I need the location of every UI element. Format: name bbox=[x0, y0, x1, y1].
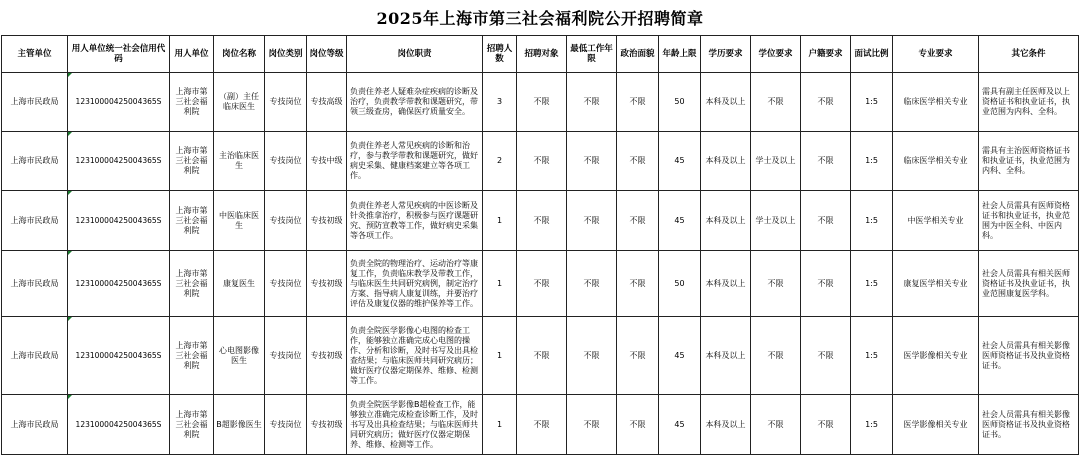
table-row bbox=[2, 251, 1079, 317]
degree-cell: 不限 bbox=[751, 73, 801, 132]
count-cell: 3 bbox=[483, 73, 517, 132]
cell-marker-icon bbox=[68, 317, 72, 321]
age-cell: 50 bbox=[659, 73, 701, 132]
post-cell: B超影像医生 bbox=[214, 395, 265, 455]
credit-code: 12310000425004365S bbox=[75, 350, 162, 360]
years-cell: 不限 bbox=[567, 132, 617, 191]
unit-cell: 上海市第三社会福利院 bbox=[170, 132, 214, 191]
ratio-cell: 1:5 bbox=[851, 132, 893, 191]
level-cell: 专技初级 bbox=[307, 395, 347, 455]
post-cell: 中医临床医生 bbox=[214, 191, 265, 251]
years-cell: 不限 bbox=[567, 395, 617, 455]
unit-cell: 上海市第三社会福利院 bbox=[170, 73, 214, 132]
political-cell: 不限 bbox=[617, 317, 659, 395]
other-cell: 社会人员需具有相关影像医师资格证书及执业资格证书。 bbox=[979, 395, 1079, 455]
table-row bbox=[2, 191, 1079, 251]
degree-cell: 不限 bbox=[751, 317, 801, 395]
ratio-cell: 1:5 bbox=[851, 73, 893, 132]
header-cell: 专业要求 bbox=[893, 36, 979, 73]
other-cell: 社会人员需具有相关医师资格证书及执业证书，执业范围康复医学科。 bbox=[979, 251, 1079, 317]
education-cell: 本科及以上 bbox=[701, 132, 751, 191]
header-cell: 面试比例 bbox=[851, 36, 893, 73]
years-cell: 不限 bbox=[567, 251, 617, 317]
hukou-cell: 不限 bbox=[801, 395, 851, 455]
education-cell: 本科及以上 bbox=[701, 73, 751, 132]
post-cell: 主治临床医生 bbox=[214, 132, 265, 191]
ratio-cell: 1:5 bbox=[851, 317, 893, 395]
dept-cell: 上海市民政局 bbox=[2, 191, 68, 251]
header-cell: 岗位类别 bbox=[265, 36, 307, 73]
header-cell: 户籍要求 bbox=[801, 36, 851, 73]
count-cell: 1 bbox=[483, 317, 517, 395]
years-cell: 不限 bbox=[567, 73, 617, 132]
header-cell: 用人单位统一社会信用代码 bbox=[68, 36, 170, 73]
target-cell: 不限 bbox=[517, 395, 567, 455]
header-cell: 用人单位 bbox=[170, 36, 214, 73]
hukou-cell: 不限 bbox=[801, 132, 851, 191]
degree-cell: 学士及以上 bbox=[751, 132, 801, 191]
level-cell: 专技初级 bbox=[307, 251, 347, 317]
cell-marker-icon bbox=[68, 73, 72, 77]
degree-cell: 不限 bbox=[751, 251, 801, 317]
political-cell: 不限 bbox=[617, 251, 659, 317]
credit-code-cell bbox=[68, 73, 170, 132]
count-cell: 1 bbox=[483, 191, 517, 251]
header-cell: 岗位职责 bbox=[347, 36, 483, 73]
ratio-cell: 1:5 bbox=[851, 191, 893, 251]
category-cell: 专技岗位 bbox=[265, 73, 307, 132]
recruitment-table bbox=[1, 35, 1079, 455]
dept-cell: 上海市民政局 bbox=[2, 395, 68, 455]
header-cell: 政治面貌 bbox=[617, 36, 659, 73]
credit-code: 12310000425004365S bbox=[75, 215, 162, 225]
credit-code-cell bbox=[68, 317, 170, 395]
table-row bbox=[2, 395, 1079, 455]
hukou-cell: 不限 bbox=[801, 191, 851, 251]
table-row bbox=[2, 73, 1079, 132]
dept-cell: 上海市民政局 bbox=[2, 317, 68, 395]
unit-cell: 上海市第三社会福利院 bbox=[170, 191, 214, 251]
header-cell: 岗位名称 bbox=[214, 36, 265, 73]
hukou-cell: 不限 bbox=[801, 251, 851, 317]
cell-marker-icon bbox=[68, 191, 72, 195]
duty-cell: 负责全院医学影像B超检查工作，能够独立准确完成检查诊断工作，及时书写及出具检查结果；与临床医师共同研究病历；做好医疗仪器定期保养、维修、检测等工作。 bbox=[347, 395, 483, 455]
credit-code: 12310000425004365S bbox=[75, 156, 162, 165]
page-title: 2025年上海市第三社会福利院公开招聘简章 bbox=[376, 9, 704, 28]
major-cell: 临床医学相关专业 bbox=[893, 132, 979, 191]
years-cell: 不限 bbox=[567, 191, 617, 251]
other-cell: 社会人员需具有相关影像医师资格证书及执业资格证书。 bbox=[979, 317, 1079, 395]
category-cell: 专技岗位 bbox=[265, 191, 307, 251]
level-cell: 专技高级 bbox=[307, 73, 347, 132]
cell-marker-icon bbox=[68, 251, 72, 255]
degree-cell: 学士及以上 bbox=[751, 191, 801, 251]
major-cell: 医学影像相关专业 bbox=[893, 317, 979, 395]
age-cell: 45 bbox=[659, 132, 701, 191]
duty-cell: 负责住养老人常见疾病的中医诊断及针灸推拿治疗，积极参与医疗课题研究、预防宣教等工作，做好病史采集等各项工作。 bbox=[347, 191, 483, 251]
target-cell: 不限 bbox=[517, 251, 567, 317]
target-cell: 不限 bbox=[517, 132, 567, 191]
dept-cell: 上海市民政局 bbox=[2, 132, 68, 191]
hukou-cell: 不限 bbox=[801, 73, 851, 132]
target-cell: 不限 bbox=[517, 73, 567, 132]
dept-cell: 上海市民政局 bbox=[2, 73, 68, 132]
age-cell: 45 bbox=[659, 317, 701, 395]
major-cell: 临床医学相关专业 bbox=[893, 73, 979, 132]
credit-code: 12310000425004365S bbox=[75, 278, 162, 288]
category-cell: 专技岗位 bbox=[265, 132, 307, 191]
level-cell: 专技初级 bbox=[307, 191, 347, 251]
header-cell: 学历要求 bbox=[701, 36, 751, 73]
duty-cell: 负责全院的物理治疗、运动治疗等康复工作，负责临床教学及带教工作，与临床医生共同研究病例，制定治疗方案、指导病人康复训练，并要治疗评估及康复仪器的维护保养等工作。 bbox=[347, 251, 483, 317]
political-cell: 不限 bbox=[617, 132, 659, 191]
header-cell: 其它条件 bbox=[979, 36, 1079, 73]
political-cell: 不限 bbox=[617, 395, 659, 455]
political-cell: 不限 bbox=[617, 191, 659, 251]
cell-marker-icon bbox=[68, 395, 72, 399]
age-cell: 45 bbox=[659, 395, 701, 455]
credit-code-cell bbox=[68, 251, 170, 317]
major-cell: 医学影像相关专业 bbox=[893, 395, 979, 455]
post-cell: （副）主任临床医生 bbox=[214, 73, 265, 132]
target-cell: 不限 bbox=[517, 317, 567, 395]
education-cell: 本科及以上 bbox=[701, 395, 751, 455]
cell-marker-icon bbox=[68, 132, 72, 136]
age-cell: 50 bbox=[659, 251, 701, 317]
post-cell: 康复医生 bbox=[214, 251, 265, 317]
target-cell: 不限 bbox=[517, 191, 567, 251]
hukou-cell: 不限 bbox=[801, 317, 851, 395]
header-cell: 招聘人数 bbox=[483, 36, 517, 73]
education-cell: 本科及以上 bbox=[701, 251, 751, 317]
unit-cell: 上海市第三社会福利院 bbox=[170, 395, 214, 455]
other-cell: 需具有副主任医师及以上资格证书和执业证书，执业范围为内科、全科。 bbox=[979, 73, 1079, 132]
age-cell: 45 bbox=[659, 191, 701, 251]
table-row bbox=[2, 317, 1079, 395]
header-row bbox=[2, 36, 1079, 73]
count-cell: 1 bbox=[483, 251, 517, 317]
other-cell: 社会人员需具有医师资格证书和执业证书，执业范围为中医全科、中医内科。 bbox=[979, 191, 1079, 251]
count-cell: 2 bbox=[483, 132, 517, 191]
category-cell: 专技岗位 bbox=[265, 251, 307, 317]
other-cell: 需具有主治医师资格证书和执业证书，执业范围为内科、全科。 bbox=[979, 132, 1079, 191]
degree-cell: 不限 bbox=[751, 395, 801, 455]
education-cell: 本科及以上 bbox=[701, 191, 751, 251]
dept-cell: 上海市民政局 bbox=[2, 251, 68, 317]
header-cell: 招聘对象 bbox=[517, 36, 567, 73]
unit-cell: 上海市第三社会福利院 bbox=[170, 317, 214, 395]
ratio-cell: 1:5 bbox=[851, 395, 893, 455]
credit-code: 12310000425004365S bbox=[75, 419, 162, 429]
header-cell: 岗位等级 bbox=[307, 36, 347, 73]
major-cell: 康复医学相关专业 bbox=[893, 251, 979, 317]
header-cell: 最低工作年限 bbox=[567, 36, 617, 73]
credit-code-cell bbox=[68, 395, 170, 455]
ratio-cell: 1:5 bbox=[851, 251, 893, 317]
education-cell: 本科及以上 bbox=[701, 317, 751, 395]
category-cell: 专技岗位 bbox=[265, 317, 307, 395]
header-cell: 主管单位 bbox=[2, 36, 68, 73]
category-cell: 专技岗位 bbox=[265, 395, 307, 455]
header-cell: 学位要求 bbox=[751, 36, 801, 73]
level-cell: 专技初级 bbox=[307, 317, 347, 395]
credit-code: 12310000425004365S bbox=[75, 97, 162, 106]
duty-cell: 负责住养老人疑难杂症疾病的诊断及治疗，负责教学带教和课题研究，带领三级查房，确保医疗质量安全。 bbox=[347, 73, 483, 132]
credit-code-cell bbox=[68, 132, 170, 191]
credit-code-cell bbox=[68, 191, 170, 251]
major-cell: 中医学相关专业 bbox=[893, 191, 979, 251]
duty-cell: 负责全院医学影像心电图的检查工作，能够独立准确完成心电图的操作、分析和诊断，及时书写及出具检查结果；与临床医师共同研究病历；做好医疗仪器定期保养、维修、检测等工作。 bbox=[347, 317, 483, 395]
header-cell: 年龄上限 bbox=[659, 36, 701, 73]
years-cell: 不限 bbox=[567, 317, 617, 395]
political-cell: 不限 bbox=[617, 73, 659, 132]
count-cell: 1 bbox=[483, 395, 517, 455]
table-row bbox=[2, 132, 1079, 191]
level-cell: 专技中级 bbox=[307, 132, 347, 191]
duty-cell: 负责住养老人常见疾病的诊断和治疗，参与教学带教和课题研究，做好病史采集、健康档案建立等各项工作。 bbox=[347, 132, 483, 191]
post-cell: 心电图影像医生 bbox=[214, 317, 265, 395]
unit-cell: 上海市第三社会福利院 bbox=[170, 251, 214, 317]
